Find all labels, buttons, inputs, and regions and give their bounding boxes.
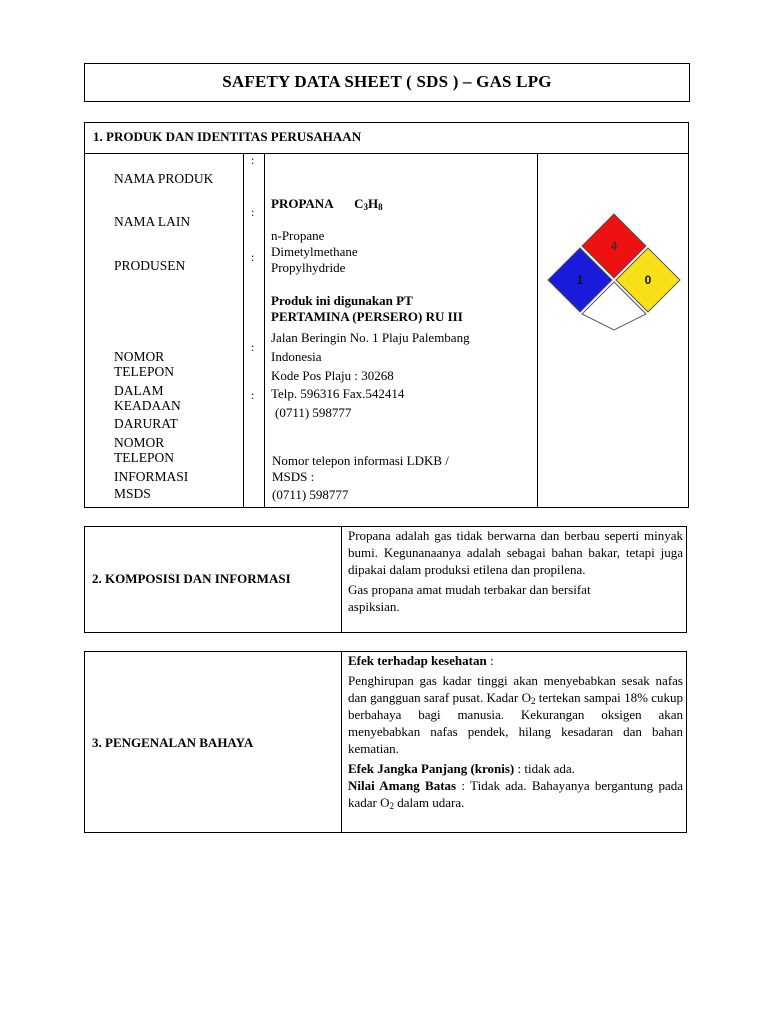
other-name: Dimetylmethane	[271, 244, 358, 259]
nfpa-health-value: 1	[576, 273, 584, 287]
label-keadaan: KEADAAN	[114, 398, 181, 413]
label-informasi: INFORMASI	[114, 469, 189, 484]
section-3-heading: 3. PENGENALAN BAHAYA	[92, 735, 254, 750]
threshold-limit: Nilai Amang Batas : Tidak ada. Bahayanya bergantung pada kadar $O_2$ dalam udara.	[348, 778, 683, 811]
health-effect-paragraph: Penghirupan gas kadar tinggi akan menyebabkan sesak nafas dan gangguan saraf pusat. Kadar $O_2$ tertekan sampai 18% cukup berbahaya bagi manusia. Kekurangan oksigen akan menyebabkan nafas pendek, hilang kesadaran dan bahan kematian.	[348, 673, 683, 756]
section-1-heading: 1. PRODUK DAN IDENTITAS PERUSAHAAN	[93, 129, 362, 144]
product-name: PROPANA	[271, 196, 333, 211]
nfpa-diamond	[546, 212, 682, 332]
section-2-text	[348, 527, 683, 615]
other-name: Propylhydride	[271, 260, 346, 275]
section-2-paragraph-2: Gas propana amat mudah terbakar dan bersifat aspiksian.	[348, 582, 591, 614]
other-name: n-Propane	[271, 228, 325, 243]
telp-fax: Telp. 596316 Fax.542414	[271, 386, 405, 401]
emergency-phone: (0711) 598777	[275, 405, 352, 420]
label-darurat: DARURAT	[114, 416, 178, 431]
label-produsen: PRODUSEN	[114, 258, 186, 273]
info-phone: (0711) 598777	[272, 487, 349, 502]
section-2-paragraph-1: Propana adalah gas tidak berwarna dan berbau seperti minyak bumi. Kegunanaanya adalah sebagai bahan bakar, tetapi juga dipakai dalam produksi etilena dan propilena.	[348, 528, 683, 577]
chemical-formula: $C_3H_8$	[354, 196, 383, 212]
label-nama-produk: NAMA PRODUK	[114, 171, 214, 186]
section-3-text	[348, 652, 683, 811]
label-nama-lain: NAMA LAIN	[114, 214, 191, 229]
label-telepon: TELEPON	[114, 364, 174, 379]
section-2-heading: 2. KOMPOSISI DAN INFORMASI	[92, 571, 291, 586]
producer-line-2: PERTAMINA (PERSERO) RU III	[271, 309, 463, 324]
label-dalam: DALAM	[114, 383, 164, 398]
column-divider	[243, 153, 244, 508]
label-nomor: NOMOR	[114, 349, 165, 364]
column-divider	[341, 652, 342, 832]
label-nomor-info: NOMOR	[114, 435, 165, 450]
colon: :	[251, 250, 255, 264]
colon: :	[251, 340, 255, 354]
nfpa-flammability-value: 4	[610, 239, 618, 253]
colon: :	[251, 153, 255, 167]
info-line-2: MSDS :	[272, 469, 315, 484]
nfpa-reactivity-value: 0	[644, 273, 652, 287]
long-term-effect: Efek Jangka Panjang (kronis) : tidak ada.	[348, 761, 575, 776]
health-effect-heading: Efek terhadap kesehatan :	[348, 653, 494, 668]
postal-code: Kode Pos Plaju : 30268	[271, 368, 394, 383]
info-line-1: Nomor telepon informasi LDKB /	[272, 453, 449, 468]
label-telepon-info: TELEPON	[114, 450, 174, 465]
label-msds: MSDS	[114, 486, 151, 501]
colon: :	[251, 205, 255, 219]
address-line-1: Jalan Beringin No. 1 Plaju Palembang	[271, 330, 470, 345]
section-1-header	[85, 123, 688, 154]
column-divider	[341, 527, 342, 632]
producer-line-1: Produk ini digunakan PT	[271, 293, 413, 308]
section-2-box	[84, 526, 687, 633]
section-3-box	[84, 651, 687, 833]
document-title: SAFETY DATA SHEET ( SDS ) – GAS LPG	[222, 72, 552, 91]
column-divider	[264, 153, 265, 508]
product-name-row	[271, 196, 383, 212]
address-line-2: Indonesia	[271, 349, 322, 364]
column-divider	[537, 153, 538, 508]
colon: :	[251, 388, 255, 402]
section-1-box	[84, 122, 689, 508]
title-box	[84, 63, 690, 102]
